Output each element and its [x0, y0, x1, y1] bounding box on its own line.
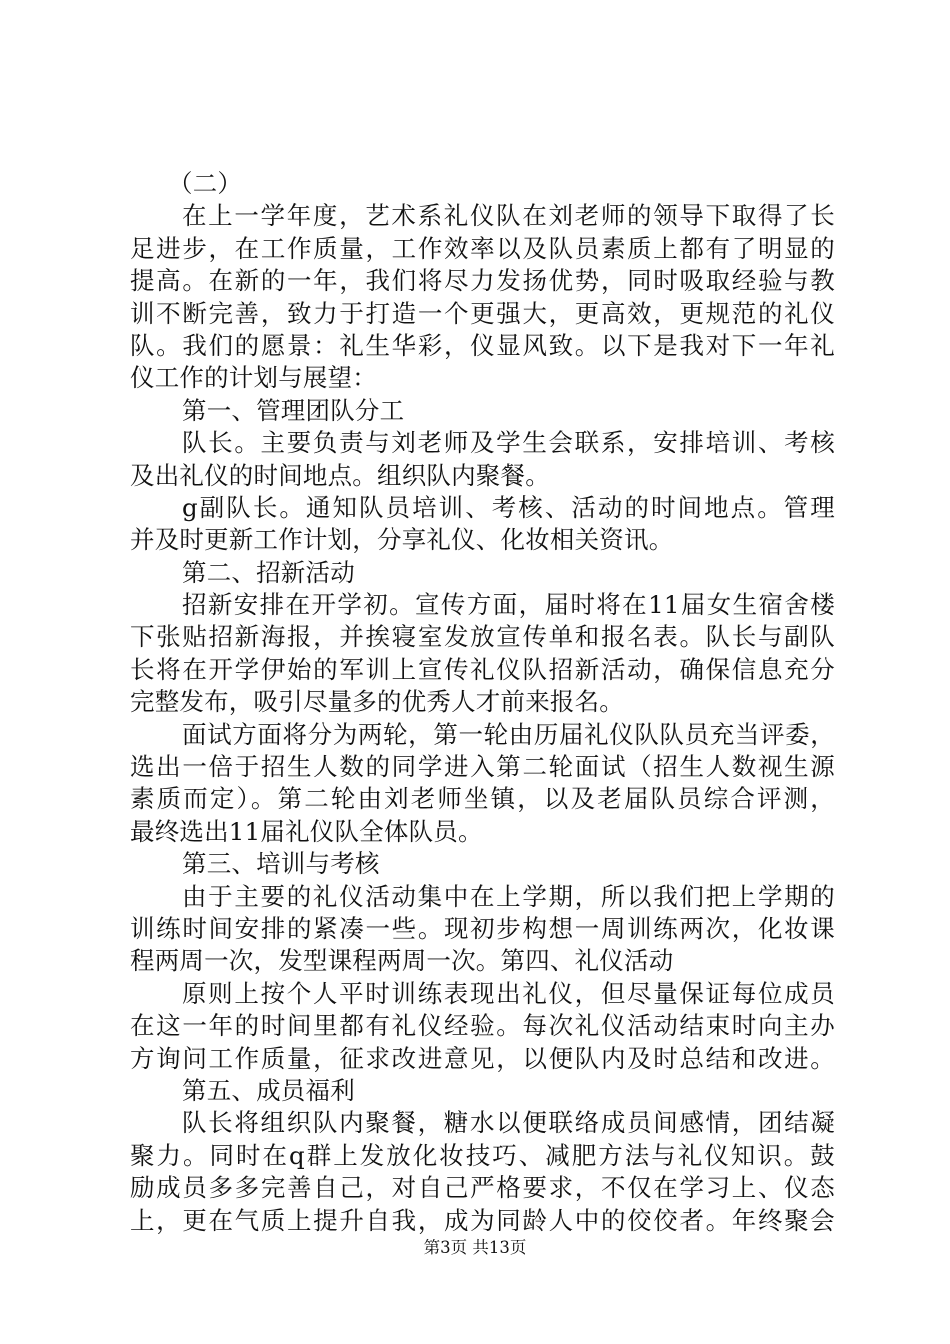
text-line: 招新安排在开学初。宣传方面，届时将在11届女生宿舍楼 [182, 590, 835, 620]
page-footer: 第3页 共13页 [423, 1238, 527, 1257]
text-line: 选出一倍于招生人数的同学进入第二轮面试（招生人数视生源 [130, 752, 835, 782]
text-line: 完整发布，吸引尽量多的优秀人才前来报名。 [130, 687, 624, 717]
text-line: 及出礼仪的时间地点。组织队内聚餐。 [130, 460, 550, 490]
text-line: 原则上按个人平时训练表现出礼仪，但尽量保证每位成员 [182, 978, 835, 1008]
text-line: 提高。在新的一年，我们将尽力发扬优势，同时吸取经验与教 [130, 266, 835, 296]
text-line: 程两周一次，发型课程两周一次。第四、礼仪活动 [130, 946, 674, 976]
text-line: 上，更在气质上提升自我，成为同龄人中的佼佼者。年终聚会 [130, 1205, 835, 1235]
text-line: 聚力。同时在q群上发放化妆技巧、减肥方法与礼仪知识。鼓 [130, 1140, 835, 1170]
body-text [130, 168, 835, 1237]
text-line: 方询问工作质量，征求改进意见，以便队内及时总结和改进。 [130, 1043, 835, 1073]
text-line: 长将在开学伊始的军训上宣传礼仪队招新活动，确保信息充分 [130, 654, 835, 684]
text-line: 在上一学年度，艺术系礼仪队在刘老师的领导下取得了长 [182, 201, 835, 231]
text-line: 由于主要的礼仪活动集中在上学期，所以我们把上学期的 [182, 881, 835, 911]
text-line: 最终选出11届礼仪队全体队员。 [130, 816, 483, 846]
text-line: 在这一年的时间里都有礼仪经验。每次礼仪活动结束时向主办 [130, 1011, 835, 1041]
text-line: 励成员多多完善自己，对自己严格要求，不仅在学习上、仪态 [130, 1173, 835, 1203]
text-line: 训不断完善，致力于打造一个更强大，更高效，更规范的礼仪 [130, 298, 835, 328]
text-line: 第二、招新活动 [182, 557, 355, 587]
text-line: 第五、成员福利 [182, 1075, 355, 1105]
text-line: g副队长。通知队员培训、考核、活动的时间地点。管理 [182, 492, 835, 522]
text-line: 队。我们的愿景：礼生华彩，仪显风致。以下是我对下一年礼 [130, 330, 835, 360]
text-line: 第三、培训与考核 [182, 849, 380, 879]
text-line: 仪工作的计划与展望： [130, 363, 377, 393]
text-line: 面试方面将分为两轮，第一轮由历届礼仪队队员充当评委， [182, 719, 835, 749]
text-line: 并及时更新工作计划，分享礼仪、化妆相关资讯。 [130, 525, 674, 555]
text-line: 素质而定）。第二轮由刘老师坐镇，以及老届队员综合评测， [130, 784, 835, 814]
text-line: 训练时间安排的紧凑一些。现初步构想一周训练两次，化妆课 [130, 913, 835, 943]
text-line: （二） [168, 169, 243, 198]
text-line: 第一、管理团队分工 [182, 395, 405, 425]
text-line: 队长将组织队内聚餐，糖水以便联络成员间感情，团结凝 [182, 1108, 835, 1138]
text-line: 足进步，在工作质量，工作效率以及队员素质上都有了明显的 [130, 233, 835, 263]
text-line: 下张贴招新海报，并挨寝室发放宣传单和报名表。队长与副队 [130, 622, 835, 652]
text-line: 队长。主要负责与刘老师及学生会联系，安排培训、考核 [182, 428, 835, 458]
